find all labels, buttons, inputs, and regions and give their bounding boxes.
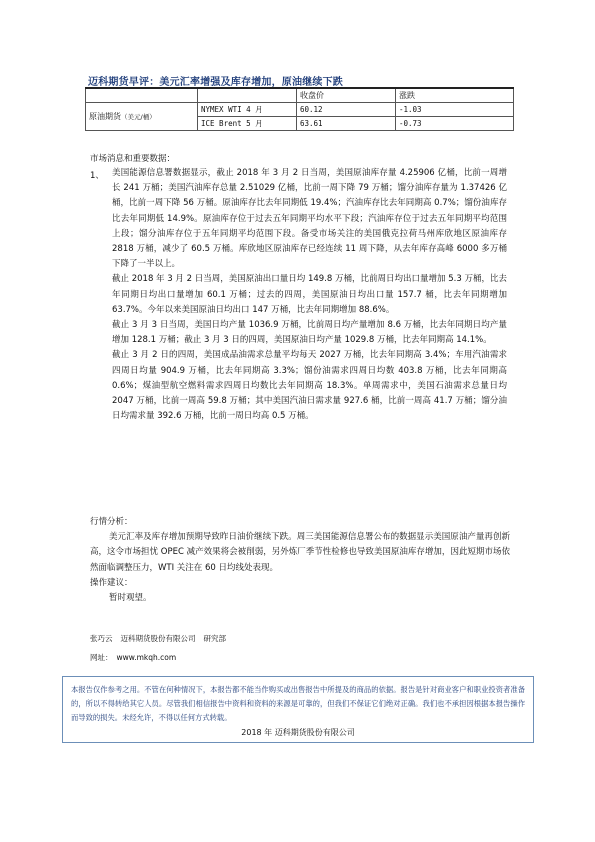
market-heading: 市场消息和重要数据： xyxy=(90,154,176,164)
price-table-change: -1.03 xyxy=(396,103,514,117)
footer-dept: 研究部 xyxy=(203,634,226,643)
advice-heading: 操作建议： xyxy=(90,577,133,588)
market-paragraph: 截止 2018 年 3 月 2 日当周，美国原油出口量日均 149.8 万桶，比前周日均出口量增加 5.3 万桶，比去年同期日均出口量增加 60.1 万桶；过去的四周，美国原油日均出口量 157.7 桶，比去年同期增加 63.7%。今年以来美国原油日均出口 147 万桶，比去年同期增加 88.6%。 xyxy=(112,274,507,315)
footer-author: 张巧云 xyxy=(90,634,113,643)
footer-website-link[interactable]: www.mkqh.com xyxy=(116,653,177,662)
footer-website-label: 网址： xyxy=(90,653,113,662)
footer-author-line xyxy=(90,633,234,644)
analysis-section xyxy=(90,515,510,606)
market-paragraph: 截止 3 月 3 日当周，美国日均产量 1036.9 万桶，比前周日均产量增加 8.6 万桶，比去年同期日均产量增加 128.1 万桶；截止 3 月 3 日的四周，美国原油日均产量 1029.8 万桶，比去年同期高 14.1%。 xyxy=(112,320,507,346)
market-paragraphs xyxy=(112,166,507,424)
disclaimer-box xyxy=(62,676,534,743)
price-table-header-row xyxy=(86,88,514,103)
price-table-close: 63.61 xyxy=(297,117,396,131)
price-table-category-cell xyxy=(86,103,198,131)
analysis-text: 美元汇率及库存增加预期导致昨日油价继续下跌。周三美国能源信息署公布的数据显示美国原油产量再创新高，这令市场担忧 OPEC 减产效果将会被削弱，另外炼厂季节性检修也导致美国原油库存增加，因此短期市场依然面临调整压力，WTI 关注在 60 日均线处表现。 xyxy=(90,532,510,573)
market-paragraph: 截止 3 月 2 日的四周，美国成品油需求总量平均每天 2027 万桶，比去年同期高 3.4%；车用汽油需求四周日均量 904.9 万桶，比去年同期高 3.3%；馏份油需求四周日均数 403.8 万桶，比去年同期高 0.6%；煤油型航空燃料需求四周日均数比去年同期高 18.3%。单周需求中，美国石油需求总量日均 2047 万桶，比前一周高 59.8 万桶；其中美国汽油日需求量 927.6 桶，比前一周高 41.7 万桶；馏分油日均需求量 392.6 万桶，比前一周日均高 0.5 万桶。 xyxy=(112,350,507,422)
report-title: 迈科期货早评：美元汇率增强及库存增加，原油继续下跌 xyxy=(88,77,343,88)
table-row xyxy=(86,103,514,117)
price-table xyxy=(85,87,514,131)
price-table-unit: （美元/桶） xyxy=(121,113,156,121)
footer-website-line xyxy=(90,652,184,663)
price-table-close: 60.12 xyxy=(297,103,396,117)
price-table-category: 原油期货 xyxy=(89,112,121,121)
footer-company: 迈科期货股份有限公司 xyxy=(120,634,196,643)
price-table-col-close: 收盘价 xyxy=(297,88,396,103)
price-table-contract: NYMEX WTI 4 月 xyxy=(198,103,297,117)
analysis-heading: 行情分析： xyxy=(90,517,133,527)
market-item-number: 1、 xyxy=(90,171,104,181)
price-table-change: -0.73 xyxy=(396,117,514,131)
disclaimer-text: 本报告仅作参考之用。不管在何种情况下，本报告都不能当作购买或出售报告中所提及的商品的依据。报告是针对商业客户和职业投资者准备的，所以不得转给其它人员。尽管我们相信报告中资料和资料的来源是可靠的，但我们不保证它们绝对正确。我们也不承担因根据本报告操作而导致的损失。未经允许，不得以任何方式转载。 xyxy=(71,685,525,722)
advice-text: 暂时观望。 xyxy=(109,593,152,604)
price-table-col-change: 涨跌 xyxy=(396,88,514,103)
market-paragraph: 美国能源信息署数据显示，截止 2018 年 3 月 2 日当周，美国原油库存量 4.25906 亿桶，比前一周增长 241 万桶；美国汽油库存总量 2.51029 亿桶，比前一周下降 79 万桶；馏分油库存量为 1.37426 亿桶，比前一周下降 56 万桶。原油库存比去年同期低 19.4%；汽油库存比去年同期高 0.7%；馏份油库存比去年同期低 14.9%。原油库存位于过去五年同期平均水平下段；汽油库存位于过去五年同期平均范围上段；馏分油库存位于五年同期平均范围下段。备受市场关注的美国俄克拉荷马州库欣地区原油库存 2818 万桶，减少了 60.5 万桶。库欣地区原油库存已经连续 11 周下降，从去年库存高峰 6000 多万桶下降了一半以上。 xyxy=(112,168,507,270)
price-table-contract: ICE Brent 5 月 xyxy=(198,117,297,131)
price-table-blank-cell xyxy=(86,88,198,103)
price-table-blank-cell xyxy=(198,88,297,103)
copyright: 2018 年 迈科期货股份有限公司 xyxy=(241,728,355,737)
